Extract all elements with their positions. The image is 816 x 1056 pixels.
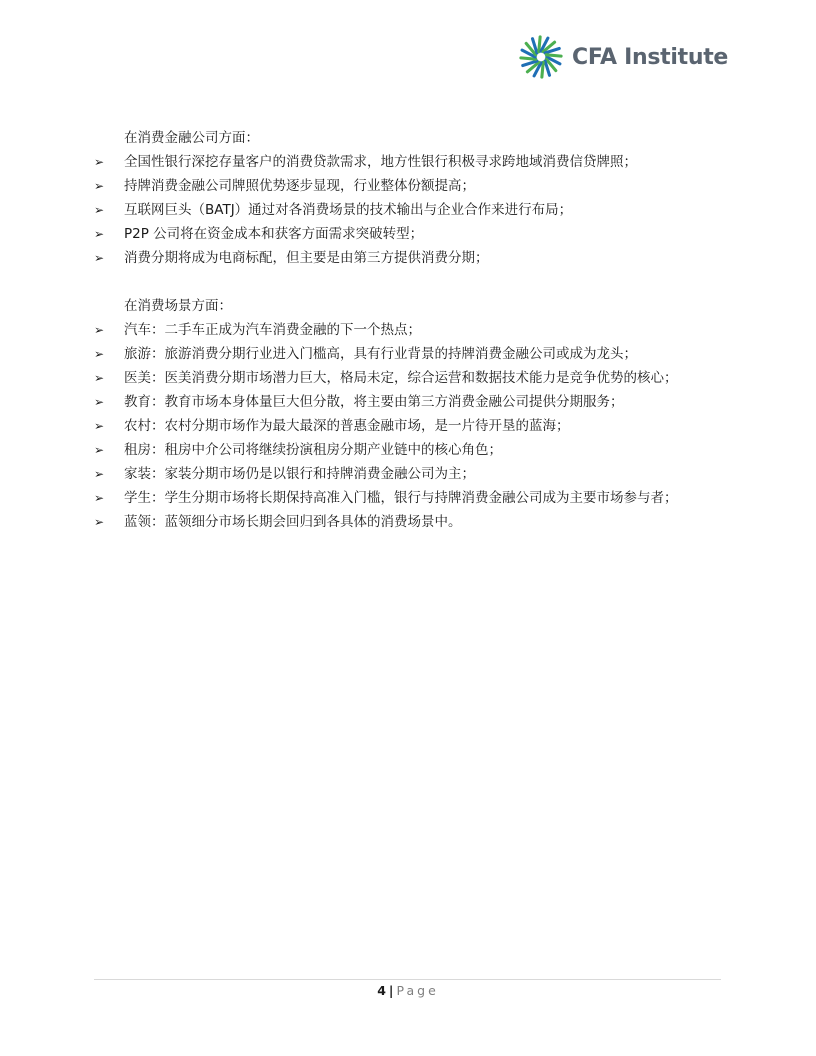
arrow-bullet-icon: ➢ <box>94 179 105 193</box>
bullet-list <box>94 150 734 270</box>
list-item: ➢ 蓝领：蓝领细分市场长期会回归到各具体的消费场景中。 <box>94 510 734 534</box>
arrow-bullet-icon: ➢ <box>94 155 105 169</box>
arrow-bullet-icon: ➢ <box>94 323 105 337</box>
section-heading: 在消费场景方面： <box>124 298 232 314</box>
arrow-bullet-icon: ➢ <box>94 347 105 361</box>
list-item: ➢ 医美：医美消费分期市场潜力巨大，格局未定，综合运营和数据技术能力是竞争优势的核心； <box>94 366 734 390</box>
arrow-bullet-icon: ➢ <box>94 491 105 505</box>
arrow-bullet-icon: ➢ <box>94 443 105 457</box>
list-item: ➢ 全国性银行深挖存量客户的消费贷款需求，地方性银行积极寻求跨地域消费信贷牌照； <box>94 150 734 174</box>
arrow-bullet-icon: ➢ <box>94 419 105 433</box>
footer-divider <box>94 979 721 980</box>
logo-text: CFA Institute <box>572 44 729 70</box>
list-item: ➢ 互联网巨头（BATJ）通过对各消费场景的技术输出与企业合作来进行布局； <box>94 198 734 222</box>
list-item: ➢ P2P 公司将在资金成本和获客方面需求突破转型； <box>94 222 734 246</box>
arrow-bullet-icon: ➢ <box>94 227 105 241</box>
list-item: ➢ 消费分期将成为电商标配，但主要是由第三方提供消费分期； <box>94 246 734 270</box>
page-number: 4 <box>377 983 386 998</box>
logo-spoke <box>521 58 536 59</box>
arrow-bullet-icon: ➢ <box>94 203 105 217</box>
arrow-bullet-icon: ➢ <box>94 251 105 265</box>
section-consumption-scenarios <box>94 294 734 534</box>
page-label: Page <box>396 983 439 998</box>
list-item: ➢ 教育：教育市场本身体量巨大但分散，将主要由第三方消费金融公司提供分期服务； <box>94 390 734 414</box>
list-item: ➢ 旅游：旅游消费分期行业进入门槛高，具有行业背景的持牌消费金融公司或成为龙头； <box>94 342 734 366</box>
bullet-list <box>94 318 734 534</box>
list-item: ➢ 农村：农村分期市场作为最大最深的普惠金融市场，是一片待开垦的蓝海； <box>94 414 734 438</box>
logo-spoke <box>546 55 561 56</box>
section-heading: 在消费金融公司方面： <box>124 130 259 146</box>
document-body <box>94 126 734 534</box>
logo-spoke <box>542 62 543 77</box>
section-consumer-finance-companies <box>94 126 734 270</box>
page-separator: | <box>388 983 394 998</box>
cfa-logo-mark-icon <box>518 34 564 80</box>
arrow-bullet-icon: ➢ <box>94 467 105 481</box>
list-item: ➢ 租房：租房中介公司将继续扮演租房分期产业链中的核心角色； <box>94 438 734 462</box>
cfa-logo <box>518 34 728 80</box>
list-item: ➢ 汽车：二手车正成为汽车消费金融的下一个热点； <box>94 318 734 342</box>
page-footer <box>0 983 816 998</box>
arrow-bullet-icon: ➢ <box>94 515 105 529</box>
arrow-bullet-icon: ➢ <box>94 395 105 409</box>
list-item: ➢ 持牌消费金融公司牌照优势逐步显现，行业整体份额提高； <box>94 174 734 198</box>
list-item: ➢ 学生：学生分期市场将长期保持高准入门槛，银行与持牌消费金融公司成为主要市场参与者； <box>94 486 734 510</box>
arrow-bullet-icon: ➢ <box>94 371 105 385</box>
logo-spoke <box>539 37 540 52</box>
list-item: ➢ 家装：家装分期市场仍是以银行和持牌消费金融公司为主； <box>94 462 734 486</box>
